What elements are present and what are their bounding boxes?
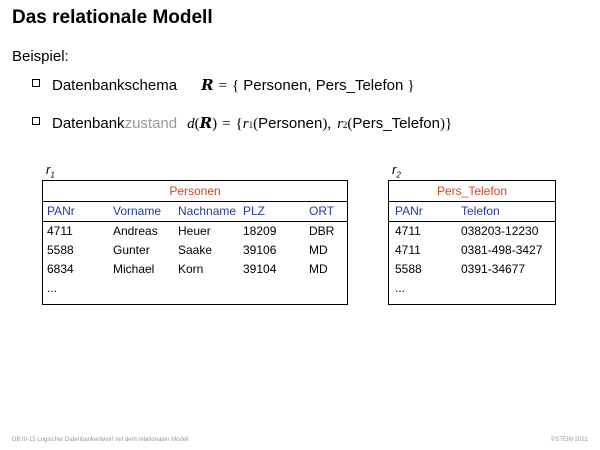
state-r2: r [337, 116, 343, 132]
state-r-symbol: R [199, 114, 213, 132]
table-cell: 4711 [47, 224, 73, 238]
table-row [389, 260, 555, 279]
section-label: Beispiel: [12, 48, 69, 65]
state-rparen-1: ) [322, 116, 328, 132]
table-cell: Michael [113, 262, 155, 276]
table-cell: 39106 [243, 243, 277, 257]
state-arg1: Personen [258, 115, 323, 132]
column-header: PLZ [243, 204, 266, 218]
table-row [389, 241, 555, 260]
state-close-brace: } [444, 116, 453, 132]
state-rparen: ) [212, 116, 218, 132]
table-row [43, 279, 347, 298]
state-lparen: ( [194, 116, 200, 132]
column-header: Vorname [113, 204, 162, 218]
table-cell: MD [309, 262, 328, 276]
square-bullet-icon [32, 117, 40, 125]
table-row [43, 222, 347, 241]
relation-label-r1 [46, 162, 55, 180]
state-equals: = [222, 116, 231, 132]
state-open-brace: { [235, 116, 243, 132]
relation-label-sub: 2 [396, 170, 401, 180]
table-cell: MD [309, 243, 328, 257]
table-cell: 038203-12230 [461, 224, 539, 238]
relation-label-letter: r [392, 162, 397, 177]
bullet-schema [32, 76, 415, 95]
schema-close-brace: } [407, 78, 415, 94]
schema-label: Datenbankschema [52, 77, 178, 94]
table-cell: Andreas [113, 224, 158, 238]
table-pers-telefon [388, 180, 556, 305]
table-row [43, 241, 347, 260]
state-arg2: Pers_Telefon [352, 115, 440, 132]
table-cell: 39104 [243, 262, 277, 276]
bullet-state [32, 114, 452, 133]
table-personen [42, 180, 348, 305]
schema-equals: = [218, 78, 228, 94]
table-cell: 5588 [47, 243, 74, 257]
table-cell: Saake [178, 243, 213, 257]
table-cell: 4711 [395, 243, 421, 257]
page-title: Das relationale Modell [12, 7, 213, 28]
relation-label-r2 [392, 162, 401, 180]
table-cell: 18209 [243, 224, 277, 238]
schema-content: Personen, Pers_Telefon [243, 77, 404, 94]
state-comma: , [327, 116, 332, 132]
table-cell: 6834 [47, 262, 74, 276]
relation-name: Personen [43, 181, 347, 202]
column-header: Nachname [178, 204, 237, 218]
relation-name: Pers_Telefon [389, 181, 555, 202]
table-header-row [43, 202, 347, 222]
table-cell: Korn [178, 262, 204, 276]
footer-right: ©STEIN 2021 [550, 437, 588, 443]
schema-open-brace: { [232, 78, 240, 94]
state-r1: r [242, 116, 249, 132]
state-d: d [187, 116, 195, 132]
state-label-highlight: zustand [124, 115, 178, 132]
relation-label-sub: 1 [50, 170, 55, 180]
square-bullet-icon [32, 79, 40, 87]
column-header: PANr [47, 204, 75, 218]
table-cell: 4711 [395, 224, 421, 238]
footer-left: DB:III-15 Logischer Datenbankentwurf mit dem relationalen Modell [12, 437, 189, 443]
table-row [389, 279, 555, 298]
table-cell: DBR [309, 224, 335, 238]
table-cell: ... [47, 281, 58, 295]
table-row [43, 260, 347, 279]
table-cell: Heuer [178, 224, 211, 238]
schema-symbol: R [201, 76, 214, 94]
column-header: Telefon [461, 204, 500, 218]
table-cell: 0381-498-3427 [461, 243, 543, 257]
table-cell: ... [395, 281, 406, 295]
column-header: PANr [395, 204, 423, 218]
state-lparen-1: ( [253, 116, 259, 132]
state-r1-sub: 1 [248, 120, 254, 130]
state-lparen-2: ( [347, 116, 353, 132]
table-cell: 5588 [395, 262, 422, 276]
table-cell: 0391-34677 [461, 262, 526, 276]
state-rparen-2: ) [439, 116, 445, 132]
table-header-row [389, 202, 555, 222]
table-cell: Gunter [113, 243, 150, 257]
relation-label-letter: r [46, 162, 51, 177]
state-label-main: Datenbank [52, 115, 125, 132]
column-header: ORT [309, 204, 335, 218]
table-row [389, 222, 555, 241]
state-r2-sub: 2 [342, 120, 348, 130]
